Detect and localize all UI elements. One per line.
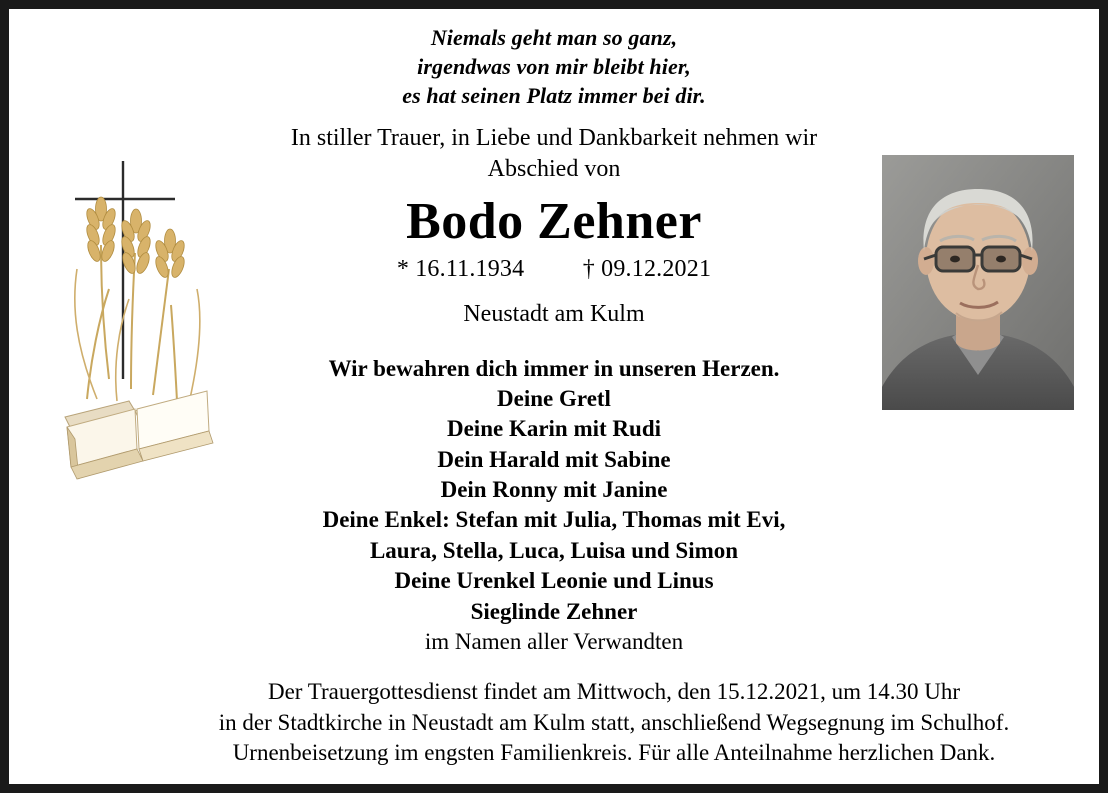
family-line-9: Sieglinde Zehner bbox=[470, 598, 638, 624]
family-line-7: Laura, Stella, Luca, Luisa und Simon bbox=[369, 537, 739, 563]
verse-line-1: Niemals geht man so ganz, bbox=[430, 25, 678, 50]
place-of-residence: Neustadt am Kulm bbox=[463, 300, 645, 327]
family-line-2: Deine Gretl bbox=[497, 386, 611, 411]
family-line-6: Deine Enkel: Stefan mit Julia, Thomas mit Evi, bbox=[322, 507, 786, 533]
service-line-3: Urnenbeisetzung im engsten Familienkreis. Für alle Anteilnahme herzlichen Dank. bbox=[232, 740, 996, 766]
family-closing: im Namen aller Verwandten bbox=[424, 628, 684, 654]
family-block bbox=[174, 354, 934, 658]
verse-block bbox=[174, 23, 934, 110]
intro-block bbox=[174, 123, 934, 184]
intro-line-1: In stiller Trauer, in Liebe und Dankbarkeit nehmen wir bbox=[290, 125, 818, 152]
family-line-3: Deine Karin mit Rudi bbox=[446, 416, 662, 442]
service-details bbox=[174, 677, 1054, 769]
family-line-1: Wir bewahren dich immer in unseren Herzen. bbox=[328, 355, 780, 381]
family-line-8: Deine Urenkel Leonie und Linus bbox=[394, 568, 714, 594]
intro-line-2: Abschied von bbox=[487, 155, 621, 182]
service-line-1: Der Trauergottesdienst findet am Mittwoch, den 15.12.2021, um 14.30 Uhr bbox=[267, 679, 961, 705]
verse-line-2: irgendwas von mir bleibt hier, bbox=[417, 54, 691, 80]
family-line-5: Dein Ronny mit Janine bbox=[440, 477, 668, 503]
verse-line-3: es hat seinen Platz immer bei dir. bbox=[402, 83, 706, 109]
death-date: † 09.12.2021 bbox=[582, 255, 712, 282]
birth-date: * 16.11.1934 bbox=[396, 255, 525, 282]
obituary-inner bbox=[9, 9, 1099, 784]
service-line-2: in der Stadtkirche in Neustadt am Kulm statt, anschließend Wegsegnung im Schulhof. bbox=[218, 709, 1010, 735]
family-line-4: Dein Harald mit Sabine bbox=[437, 446, 671, 472]
obituary-text bbox=[174, 9, 1010, 769]
life-dates bbox=[174, 256, 934, 283]
deceased-name: Bodo Zehner bbox=[406, 192, 702, 250]
